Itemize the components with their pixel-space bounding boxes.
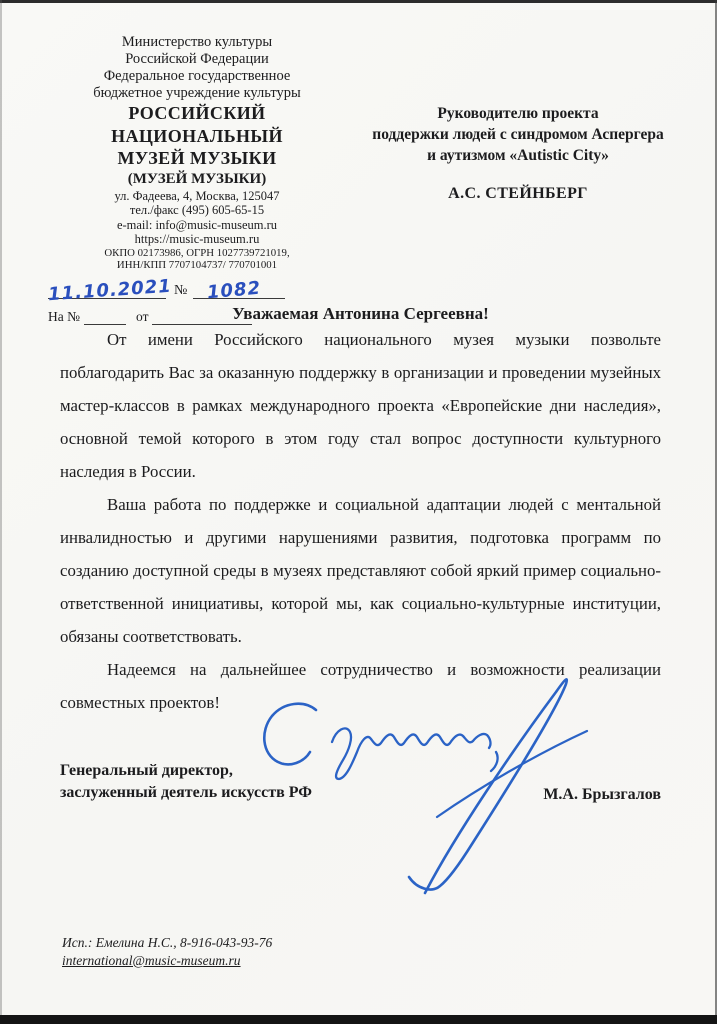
- address-line: ул. Фадеева, 4, Москва, 125047: [114, 188, 280, 203]
- recipient-block: [336, 103, 700, 203]
- ministry-line: Федеральное государственное: [103, 68, 291, 84]
- outgoing-reference-row: [47, 275, 346, 305]
- body-paragraph: Надеемся на дальнейшее сотрудничество и возможности реализации совместных проектов!: [60, 660, 661, 712]
- signer-position-line: Генеральный директор,: [60, 762, 233, 779]
- executor-email: international@music-museum.ru: [62, 952, 241, 968]
- executor-line: Исп.: Емелина Н.С., 8-916-043-93-76: [62, 935, 273, 950]
- signature-block: [60, 760, 661, 804]
- body-paragraph: От имени Российского национального музея музыки позвольте поблагодарить Вас за оказанную поддержку в организации и проведении музейных мастер-классов в рамках международного проекта «Европейские дни наследия», основной темой которого в этом году стал вопрос доступности культурного наследия в России.: [60, 330, 661, 481]
- website-line: https://music-museum.ru: [134, 232, 260, 246]
- executor-footer: [62, 934, 272, 969]
- registration-block: [48, 247, 346, 272]
- okpo-ogrn-line: ОКПО 02173986, ОГРН 1027739721019,: [104, 246, 290, 259]
- inn-kpp-line: ИНН/КПП 7707104737/ 770701001: [116, 259, 278, 271]
- handwritten-number: 1082: [206, 277, 263, 303]
- recipient-line: поддержки людей с синдромом Аспергера: [372, 126, 664, 143]
- organization-name-line: РОССИЙСКИЙ: [128, 103, 266, 123]
- recipient-name: А.С. СТЕЙНБЕРГ: [448, 185, 588, 202]
- ministry-block: [48, 34, 346, 102]
- recipient-line: и аутизмом «Autistic City»: [427, 147, 609, 164]
- phone-line: тел./факс (495) 605-65-15: [129, 203, 265, 217]
- recipient-line: Руководителю проекта: [437, 105, 599, 122]
- sender-letterhead: [48, 34, 346, 325]
- reply-ot-label: от: [136, 308, 149, 324]
- ministry-line: бюджетное учреждение культуры: [93, 85, 301, 101]
- organization-short-name: (МУЗЕЙ МУЗЫКИ): [127, 170, 267, 187]
- scan-edge-bottom: [0, 1015, 717, 1024]
- organization-name: [48, 102, 346, 170]
- ministry-line: Министерство культуры: [121, 34, 273, 50]
- signer-position: [60, 760, 312, 804]
- scan-edge-left: [0, 0, 2, 1024]
- signer-name: М.А. Брызгалов: [543, 786, 661, 803]
- contact-block: [48, 189, 346, 247]
- body-paragraph: Ваша работа по поддержке и социальной адаптации людей с ментальной инвалидностью и другими нарушениями развития, подготовка программ по созданию доступной среды в музеях представляют собой яркий пример социально-ответственной инициативы, которой мы, как социально-культурные институции, обязаны соответствовать.: [60, 495, 661, 646]
- organization-name-line: МУЗЕЙ МУЗЫКИ: [117, 148, 277, 168]
- number-underline: [193, 277, 285, 303]
- letter-body: [60, 323, 661, 719]
- organization-name-line: НАЦИОНАЛЬНЫЙ: [111, 125, 283, 146]
- handwritten-date: 11.10.2021: [47, 275, 173, 305]
- scan-edge-top: [0, 0, 717, 3]
- salutation: Уважаемая Антонина Сергеевна!: [232, 304, 489, 323]
- email-line: e-mail: info@music-museum.ru: [116, 217, 278, 232]
- number-sign-label: №: [174, 282, 188, 298]
- ministry-line: Российской Федерации: [125, 51, 269, 67]
- reply-na-label: На №: [48, 308, 80, 324]
- signer-position-line: заслуженный деятель искусств РФ: [60, 784, 312, 801]
- date-underline: [47, 275, 173, 305]
